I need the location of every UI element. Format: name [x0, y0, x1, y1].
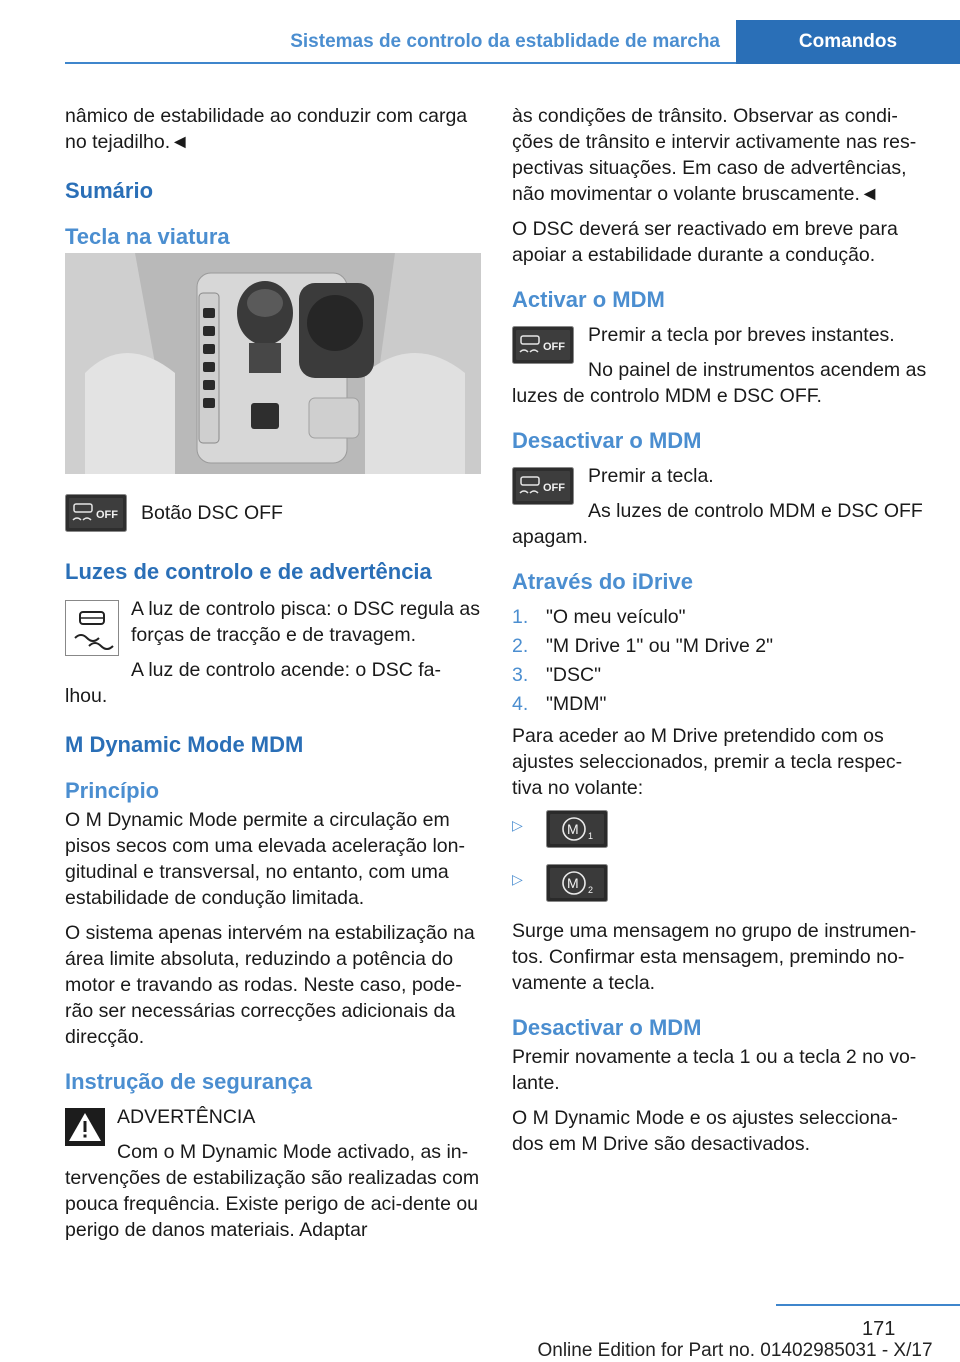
dsc-warning-light-icon — [65, 600, 119, 656]
desactivar-step-2: As luzes de controlo MDM e DSC OFF apagam. — [512, 500, 923, 548]
footer-rule — [776, 1304, 960, 1306]
svg-text:OFF: OFF — [96, 509, 118, 521]
page-number: 171 — [862, 1318, 896, 1340]
advertencia-text: Com o M Dynamic Mode activado, as in-tervenções de estabilização são realizadas com pouca frequência. Existe perigo de aci-dente ou perigo de danos materiais. Adaptar — [65, 1141, 480, 1241]
m-button-list — [512, 810, 928, 904]
principio-paragraph-1: O M Dynamic Mode permite a circulação em pisos secos com uma elevada aceleração lon-gitudinal e transversal, no entanto, com uma estabilidade de condução limitada. — [65, 809, 465, 909]
activar-step-1: Premir a tecla por breves instantes. — [588, 324, 895, 346]
heading-desactivar-mdm-2: Desactivar o MDM — [512, 1015, 702, 1040]
heading-atraves-idrive: Através do iDrive — [512, 569, 693, 594]
heading-sumario: Sumário — [65, 178, 154, 203]
svg-text:OFF: OFF — [543, 341, 565, 353]
list-item: 4. "MDM" — [512, 693, 607, 715]
final-paragraph: O M Dynamic Mode e os ajustes selecciona-dos em M Drive são desactivados. — [512, 1107, 898, 1155]
running-section-title: Sistemas de controlo da establidade de marcha — [290, 31, 720, 52]
m1-button-icon — [546, 810, 608, 848]
list-item: 2. "M Drive 1" ou "M Drive 2" — [512, 635, 774, 657]
luz-acende-text: A luz de controlo acende: o DSC fa-lhou. — [65, 659, 442, 707]
heading-luzes-controlo: Luzes de controlo e de advertência — [65, 559, 432, 584]
heading-activar-mdm: Activar o MDM — [512, 287, 665, 312]
dsc-off-button-icon — [65, 494, 127, 532]
bullet-triangle-icon: ▷ — [512, 817, 523, 833]
premir-paragraph: Premir novamente a tecla 1 ou a tecla 2 no vo-lante. — [512, 1046, 917, 1094]
svg-text:M: M — [567, 821, 579, 837]
dsc-off-button-icon — [512, 326, 574, 364]
list-item — [512, 864, 928, 904]
dsc-off-button-icon — [512, 467, 574, 505]
heading-desactivar-mdm: Desactivar o MDM — [512, 428, 702, 453]
center-console-photo — [65, 253, 481, 474]
header-rule — [65, 62, 736, 64]
intro-paragraph: nâmico de estabilidade ao conduzir com carga no tejadilho.◄ — [65, 105, 468, 153]
heading-tecla-na-viatura: Tecla na viatura — [65, 224, 230, 249]
online-edition-footer: Online Edition for Part no. 01402985031 - X/17 — [537, 1340, 933, 1361]
list-item: 1. "O meu veículo" — [512, 606, 686, 628]
chapter-tab: Comandos — [736, 20, 960, 64]
list-item: 3. "DSC" — [512, 664, 602, 686]
heading-mdm: M Dynamic Mode MDM — [65, 732, 304, 757]
continuation-paragraph: às condições de trânsito. Observar as condi-ções de trânsito e intervir activamente nas res-pectivas situações. Em caso de advertências, não movimentar o volante bruscamente.◄ — [512, 105, 917, 205]
desactivar-step-1: Premir a tecla. — [588, 465, 714, 487]
svg-text:1: 1 — [588, 831, 594, 841]
idrive-steps-list — [512, 604, 928, 717]
surge-paragraph: Surge uma mensagem no grupo de instrumen-tos. Confirmar esta mensagem, premindo no-vamente a tecla. — [512, 920, 917, 994]
heading-principio: Princípio — [65, 778, 160, 803]
principio-paragraph-2: O sistema apenas intervém na estabilização na área limite absoluta, reduzindo a potência do motor e travando as rodas. Neste caso, pode-rão ser necessárias correcções adicionais da direcção. — [65, 922, 475, 1048]
dsc-off-caption: Botão DSC OFF — [141, 502, 283, 524]
m2-button-icon — [546, 864, 608, 902]
right-column — [512, 103, 928, 1166]
heading-instrucao-seguranca: Instrução de segurança — [65, 1069, 312, 1094]
bullet-triangle-icon: ▷ — [512, 871, 523, 887]
list-item — [512, 810, 928, 850]
svg-text:2: 2 — [588, 885, 594, 895]
svg-text:OFF: OFF — [543, 482, 565, 494]
left-column — [65, 103, 481, 1252]
svg-text:M: M — [567, 875, 579, 891]
warning-triangle-icon — [65, 1108, 105, 1146]
activar-step-2: No painel de instrumentos acendem as luzes de controlo MDM e DSC OFF. — [512, 359, 927, 407]
luz-pisca-text: A luz de controlo pisca: o DSC regula as forças de tracção e de travagem. — [131, 598, 481, 646]
advertencia-title: ADVERTÊNCIA — [117, 1106, 256, 1128]
dsc-reactivar-paragraph: O DSC deverá ser reactivado em breve para apoiar a estabilidade durante a condução. — [512, 218, 898, 266]
aceder-paragraph: Para aceder ao M Drive pretendido com os ajustes seleccionados, premir a tecla respec-tiva no volante: — [512, 725, 903, 799]
